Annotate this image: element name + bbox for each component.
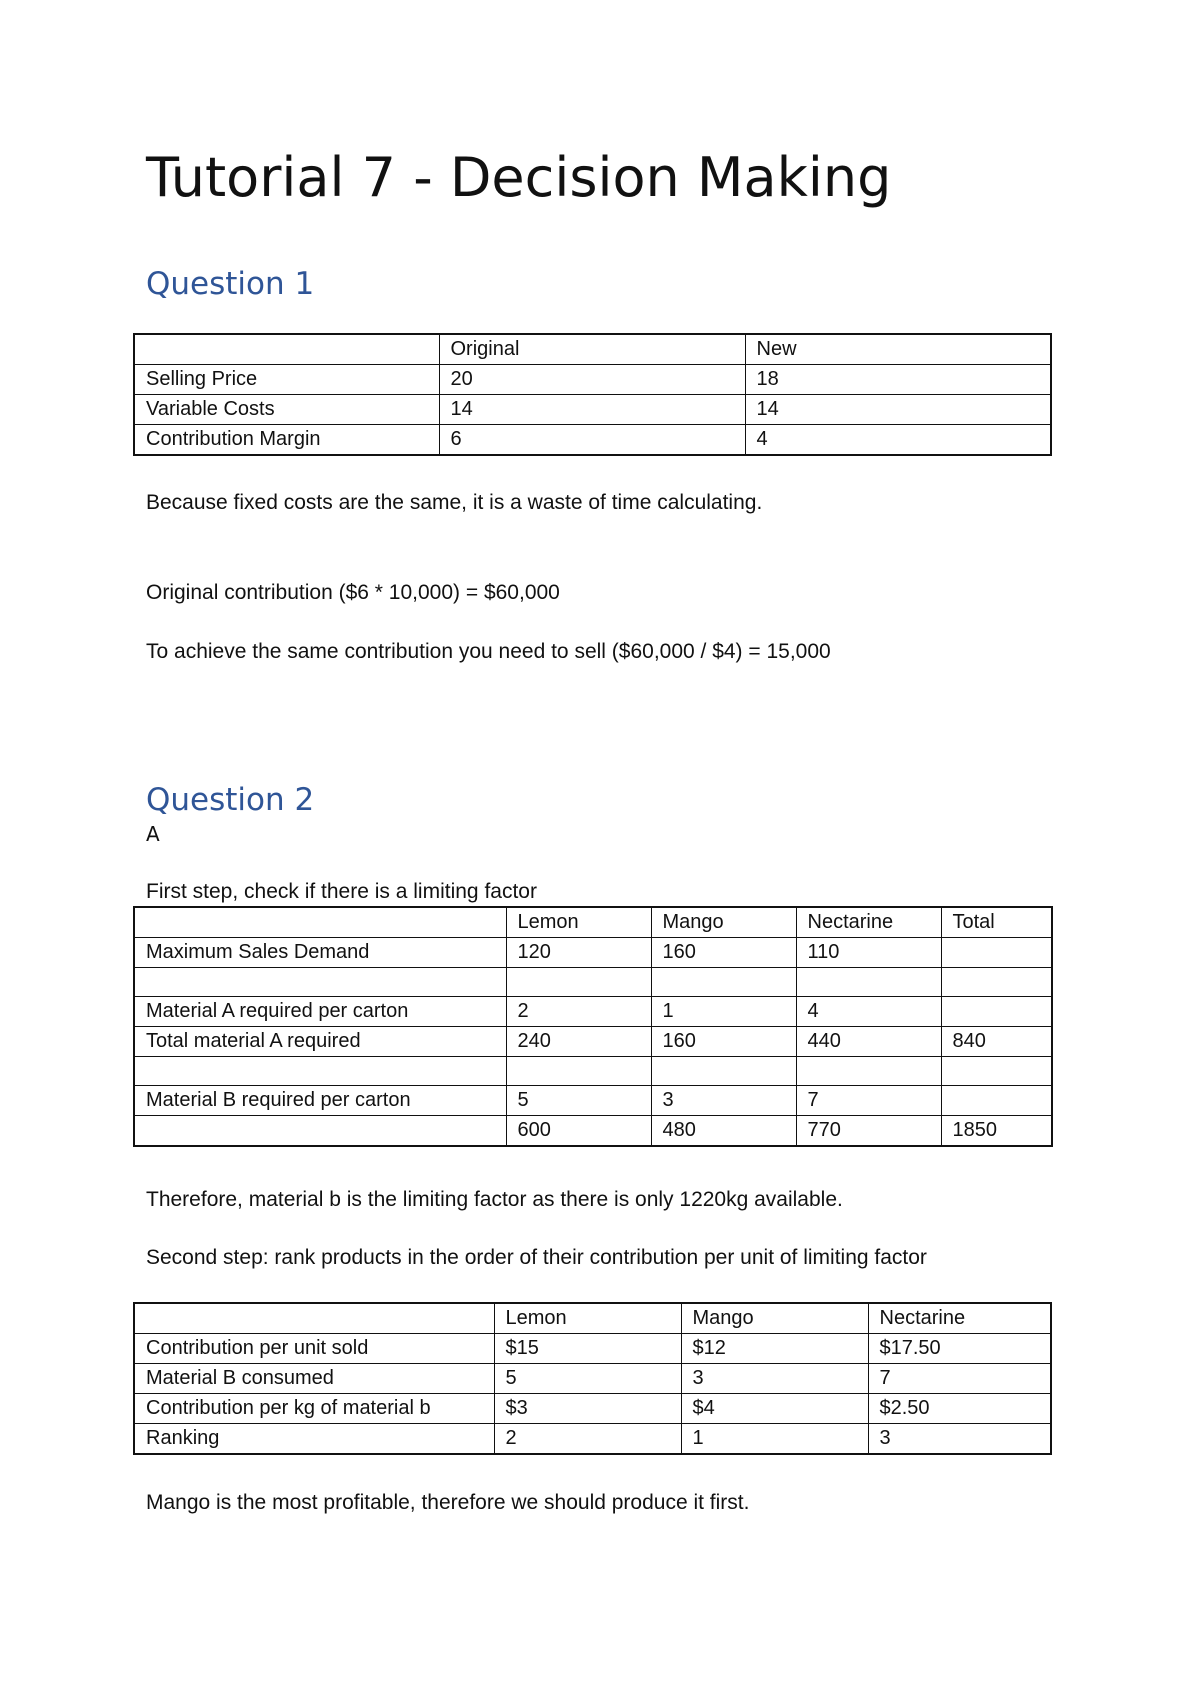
table-cell	[506, 1057, 651, 1086]
table-cell: 110	[796, 938, 941, 968]
question-2-heading: Question 2	[146, 782, 315, 818]
table-cell: 6	[439, 425, 745, 456]
table-cell: 14	[745, 395, 1051, 425]
table-cell: Ranking	[134, 1424, 494, 1455]
table-cell: 14	[439, 395, 745, 425]
paragraph-same-contribution: To achieve the same contribution you need to sell ($60,000 / $4) = 15,000	[146, 640, 831, 663]
table-header-row	[134, 1303, 1051, 1334]
table-row	[134, 1364, 1051, 1394]
table-cell: 2	[506, 997, 651, 1027]
table-cell	[134, 968, 506, 997]
table-cell: Variable Costs	[134, 395, 439, 425]
table-cell: $17.50	[868, 1334, 1051, 1364]
table-cell: Lemon	[494, 1303, 681, 1334]
table-cell: Material B required per carton	[134, 1086, 506, 1116]
table-cell	[941, 968, 1052, 997]
table-cell: 120	[506, 938, 651, 968]
page-title: Tutorial 7 - Decision Making	[146, 146, 892, 209]
table-row	[134, 1027, 1052, 1057]
table-cell: 1	[651, 997, 796, 1027]
q2-limiting-factor-table	[133, 906, 1053, 1147]
table-cell: Nectarine	[796, 907, 941, 938]
table-cell: 480	[651, 1116, 796, 1147]
table-cell: Total	[941, 907, 1052, 938]
table-cell: $15	[494, 1334, 681, 1364]
table-cell: 1850	[941, 1116, 1052, 1147]
table-cell: Material A required per carton	[134, 997, 506, 1027]
table-cell	[134, 1116, 506, 1147]
table-cell: 18	[745, 365, 1051, 395]
table-cell: New	[745, 334, 1051, 365]
table-cell	[134, 1057, 506, 1086]
table-cell: Maximum Sales Demand	[134, 938, 506, 968]
table-cell: Contribution Margin	[134, 425, 439, 456]
table-cell	[134, 907, 506, 938]
table-cell: 160	[651, 1027, 796, 1057]
table-row	[134, 1334, 1051, 1364]
paragraph-first-step: First step, check if there is a limiting factor	[146, 880, 537, 903]
paragraph-fixed-costs: Because fixed costs are the same, it is a waste of time calculating.	[146, 491, 763, 514]
table-cell	[941, 1086, 1052, 1116]
table-cell: 5	[494, 1364, 681, 1394]
table-header-row	[134, 907, 1052, 938]
paragraph-second-step: Second step: rank products in the order of their contribution per unit of limiting factor	[146, 1246, 927, 1269]
table-cell: Material B consumed	[134, 1364, 494, 1394]
table-cell: 160	[651, 938, 796, 968]
table-header-row	[134, 334, 1051, 365]
table-cell: $4	[681, 1394, 868, 1424]
table-row	[134, 1116, 1052, 1147]
table-cell: 7	[796, 1086, 941, 1116]
table-cell: 240	[506, 1027, 651, 1057]
table-row	[134, 365, 1051, 395]
table-cell: 1	[681, 1424, 868, 1455]
table-cell: Total material A required	[134, 1027, 506, 1057]
paragraph-original-contribution: Original contribution ($6 * 10,000) = $60,000	[146, 581, 560, 604]
table-cell: $3	[494, 1394, 681, 1424]
table-cell	[796, 968, 941, 997]
table-cell: Nectarine	[868, 1303, 1051, 1334]
table-cell: Contribution per unit sold	[134, 1334, 494, 1364]
table-row	[134, 938, 1052, 968]
table-row	[134, 997, 1052, 1027]
table-cell	[651, 968, 796, 997]
table-row	[134, 1057, 1052, 1086]
q1-price-table	[133, 333, 1052, 456]
table-row	[134, 1424, 1051, 1455]
table-cell: 3	[651, 1086, 796, 1116]
table-cell: 4	[796, 997, 941, 1027]
question-2-part-label: A	[146, 822, 160, 846]
table-cell: 4	[745, 425, 1051, 456]
paragraph-limiting-factor: Therefore, material b is the limiting factor as there is only 1220kg available.	[146, 1188, 843, 1211]
table-cell: 3	[681, 1364, 868, 1394]
table-cell: Contribution per kg of material b	[134, 1394, 494, 1424]
table-cell	[941, 997, 1052, 1027]
table-cell: Lemon	[506, 907, 651, 938]
table-cell: $2.50	[868, 1394, 1051, 1424]
table-row	[134, 1086, 1052, 1116]
table-cell: 20	[439, 365, 745, 395]
table-row	[134, 425, 1051, 456]
table-row	[134, 395, 1051, 425]
table-cell	[941, 938, 1052, 968]
table-cell: 5	[506, 1086, 651, 1116]
table-cell	[651, 1057, 796, 1086]
table-cell: 600	[506, 1116, 651, 1147]
table-cell	[506, 968, 651, 997]
table-cell: Mango	[651, 907, 796, 938]
table-row	[134, 968, 1052, 997]
table-cell: 840	[941, 1027, 1052, 1057]
table-cell	[134, 334, 439, 365]
table-cell: 770	[796, 1116, 941, 1147]
paragraph-conclusion: Mango is the most profitable, therefore we should produce it first.	[146, 1491, 750, 1514]
table-cell: 7	[868, 1364, 1051, 1394]
table-cell: $12	[681, 1334, 868, 1364]
table-cell: Mango	[681, 1303, 868, 1334]
q2-ranking-table	[133, 1302, 1052, 1455]
table-cell: 3	[868, 1424, 1051, 1455]
table-row	[134, 1394, 1051, 1424]
table-cell	[796, 1057, 941, 1086]
table-cell: 2	[494, 1424, 681, 1455]
table-cell	[941, 1057, 1052, 1086]
table-cell: Original	[439, 334, 745, 365]
table-cell: 440	[796, 1027, 941, 1057]
table-cell	[134, 1303, 494, 1334]
question-1-heading: Question 1	[146, 266, 315, 302]
table-cell: Selling Price	[134, 365, 439, 395]
